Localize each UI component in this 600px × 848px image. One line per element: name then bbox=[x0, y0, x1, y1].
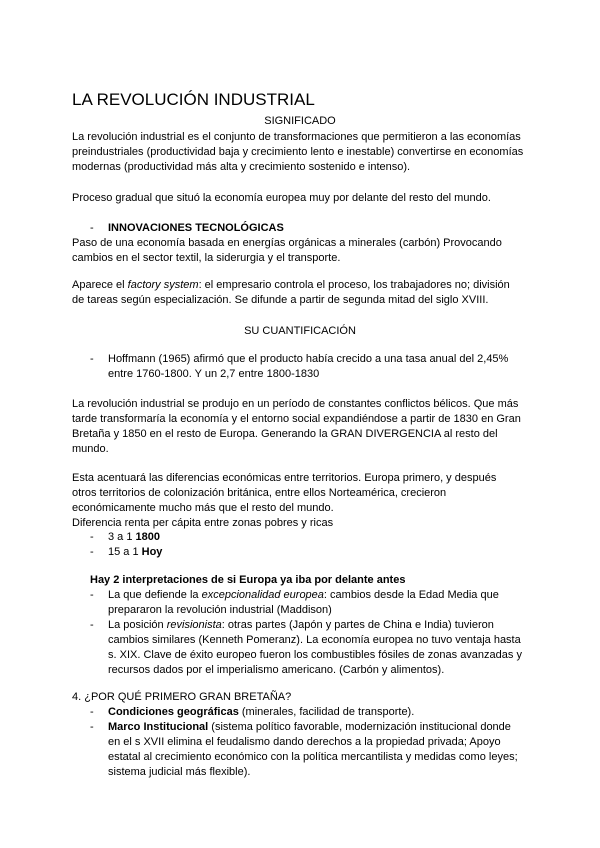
text-line: Diferencia renta per cápita entre zonas pobres y ricas bbox=[72, 517, 334, 529]
text-line: tarde transformaría la economía y el entorno social expandiéndose a partir de 1830 en Gran bbox=[72, 413, 521, 425]
text-line: modernas (productividad más alta y crecimiento sostenido e intenso). bbox=[72, 161, 411, 173]
paragraph-factory-system bbox=[72, 278, 510, 308]
text-line: Esta acentuará las diferencias económicas entre territorios. Europa primero, y después bbox=[72, 472, 497, 484]
text-line: cambios en el sector textil, la siderurgia y el transporte. bbox=[72, 252, 341, 264]
section-heading-gran-bretana: 4. ¿POR QUÉ PRIMERO GRAN BRETAÑA? bbox=[72, 691, 292, 703]
text-line bbox=[108, 720, 518, 735]
bullet-dash: - bbox=[90, 619, 94, 631]
text-fragment: (minerales, facilidad de transporte). bbox=[238, 706, 415, 718]
bold-text: Hoy bbox=[141, 546, 163, 558]
text-line: cambios similares (Kenneth Pomeranz). La economía europea no tuvo ventaja hasta bbox=[108, 634, 521, 646]
page-title: LA REVOLUCIÓN INDUSTRIAL bbox=[72, 90, 315, 109]
text-line: otros territorios de colonización británica, entre ellos Norteamérica, crecieron bbox=[72, 487, 447, 499]
section-heading-innovaciones bbox=[108, 221, 284, 236]
text-fragment: : el empresario controla el proceso, los trabajadores no; división bbox=[198, 279, 510, 291]
list-item-condiciones bbox=[108, 705, 414, 720]
paragraph-energy-transition bbox=[72, 236, 502, 266]
text-line: preindustriales (productividad baja y crecimiento lento e inestable) convertirse en economías bbox=[72, 146, 524, 158]
list-item-1800 bbox=[108, 530, 160, 545]
bold-text: Marco Institucional bbox=[108, 721, 209, 733]
text-line: Hoffmann (1965) afirmó que el producto había crecido a una tasa anual del 2,45% bbox=[108, 353, 509, 365]
text-line: Bretaña y 1850 en el resto de Europa. Generando la GRAN DIVERGENCIA al resto del bbox=[72, 428, 498, 440]
bullet-dash: - bbox=[90, 721, 94, 733]
text-fragment: La posición bbox=[108, 619, 167, 631]
text-line bbox=[108, 588, 499, 603]
list-item-marco-institucional bbox=[108, 720, 518, 780]
text-line: sistema judicial más flexible). bbox=[108, 766, 251, 778]
list-item-excepcionalidad bbox=[108, 588, 499, 618]
text-line: de tareas según especialización. Se difunde a partir de segunda mitad del siglo XVIII. bbox=[72, 294, 489, 306]
text-fragment: La que defiende la bbox=[108, 589, 202, 601]
text-fragment: 15 a 1 bbox=[108, 546, 142, 558]
paragraph-conflicts bbox=[72, 397, 521, 457]
list-item-hoy bbox=[108, 545, 162, 560]
text-line: Paso de una economía basada en energías orgánicas a minerales (carbón) Provocando bbox=[72, 237, 502, 249]
text-line: recursos dados por el imperialismo americano. (Carbón y alimentos). bbox=[108, 664, 445, 676]
text-fragment: : otras partes (Japón y partes de China e India) tuvieron bbox=[221, 619, 494, 631]
heading-text: Hay 2 interpretaciones de si Europa ya iba por delante antes bbox=[90, 574, 406, 586]
bold-text: Condiciones geográficas bbox=[108, 706, 239, 718]
bullet-dash: - bbox=[90, 706, 94, 718]
paragraph-differences bbox=[72, 471, 496, 531]
text-line: La revolución industrial es el conjunto de transformaciones que permitieron a las economías bbox=[72, 131, 521, 143]
paragraph-definition bbox=[72, 130, 523, 175]
text-line: La revolución industrial se produjo en un período de constantes conflictos bélicos. Que más bbox=[72, 398, 519, 410]
bullet-dash: - bbox=[90, 353, 94, 365]
text-line: mundo. bbox=[72, 443, 109, 455]
section-heading-significado: SIGNIFICADO bbox=[264, 115, 336, 127]
list-item-revisionista bbox=[108, 618, 522, 678]
paragraph-gradual-process: Proceso gradual que situó la economía europea muy por delante del resto del mundo. bbox=[72, 192, 491, 204]
bullet-dash: - bbox=[90, 589, 94, 601]
text-line: entre 1760-1800. Y un 2,7 entre 1800-1830 bbox=[108, 368, 320, 380]
emphasis-text: excepcionalidad europea bbox=[201, 589, 324, 601]
text-line: económicamente mucho más que el resto del mundo. bbox=[72, 502, 334, 514]
bullet-hoffmann bbox=[108, 352, 508, 382]
section-heading-interpretaciones bbox=[90, 573, 405, 588]
text-line: prepararon la revolución industrial (Maddison) bbox=[108, 604, 332, 616]
text-fragment: 3 a 1 bbox=[108, 531, 136, 543]
text-fragment: : cambios desde la Edad Media que bbox=[323, 589, 499, 601]
heading-text: INNOVACIONES TECNOLÓGICAS bbox=[108, 222, 284, 234]
bullet-dash: - bbox=[90, 222, 94, 234]
text-line bbox=[72, 278, 510, 293]
bullet-dash: - bbox=[90, 546, 94, 558]
text-line: s. XIX. Clave de éxito europeo fueron los combustibles fósiles de zonas avanzadas y bbox=[108, 649, 522, 661]
emphasis-text: revisionista bbox=[166, 619, 222, 631]
text-fragment: Aparece el bbox=[72, 279, 128, 291]
text-line bbox=[108, 618, 522, 633]
text-line: en el s XVII elimina el feudalismo dando derechos a la propiedad privada; Apoyo bbox=[108, 736, 501, 748]
text-line: estatal al crecimiento económico con la política mercantilista y medidas como leyes; bbox=[108, 751, 518, 763]
section-heading-cuantificacion: SU CUANTIFICACIÓN bbox=[244, 325, 356, 337]
bullet-dash: - bbox=[90, 531, 94, 543]
bold-text: 1800 bbox=[135, 531, 161, 543]
emphasis-text: factory system bbox=[127, 279, 199, 291]
text-fragment: (sistema político favorable, modernización institucional donde bbox=[208, 721, 511, 733]
